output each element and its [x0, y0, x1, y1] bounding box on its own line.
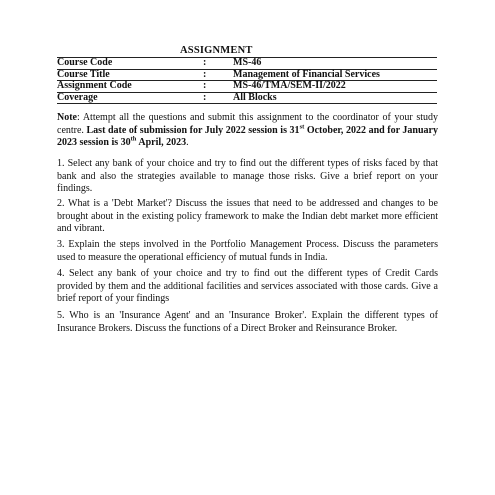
question-3: 3. Explain the steps involved in the Portfolio Management Process. Discuss the parameters used to measure the operational efficiency of mutual funds in India.: [57, 239, 438, 263]
info-row-course-code: [57, 58, 437, 70]
deadline-text: October, 2022 and for January 2023 session is 30: [57, 124, 438, 149]
info-row-coverage: [57, 92, 437, 104]
info-value: All Blocks: [233, 92, 437, 104]
info-colon: :: [203, 58, 233, 70]
info-colon: :: [203, 69, 233, 81]
question-5: 5. Who is an 'Insurance Agent' and an 'Insurance Broker'. Explain the different types of Insurance Brokers. Discuss the functions of a Direct Broker and Reinsurance Broker.: [57, 310, 438, 334]
info-label: Course Title: [57, 69, 203, 81]
info-label: Assignment Code: [57, 81, 203, 93]
course-info-table: [57, 57, 437, 104]
question-2: 2. What is a 'Debt Market'? Discuss the issues that need to be addressed and changes to be brought about in the existing policy framework to make the Indian debt market more efficient and vibrant.: [57, 198, 438, 235]
deadline-text: April, 2023: [136, 137, 187, 149]
assignment-heading: ASSIGNMENT: [180, 45, 253, 56]
info-value: Management of Financial Services: [233, 69, 437, 81]
info-colon: :: [203, 81, 233, 93]
note-text: : Attempt all the questions and submit this assignment to the coordinator of your study centre.: [57, 112, 438, 136]
question-4: 4. Select any bank of your choice and try to find out the different types of Credit Cards provided by them and the additional facilities and services associated with those cards. Give a brief report of your findings: [57, 268, 438, 305]
question-1: 1. Select any bank of your choice and try to find out the different types of risks faced by that bank and also the strategies available to manage those risks. Give a brief report on your findings.: [57, 158, 438, 195]
info-row-course-title: [57, 69, 437, 81]
info-colon: :: [203, 92, 233, 104]
submission-note: [57, 112, 438, 150]
note-end: .: [186, 137, 189, 149]
info-label: Course Code: [57, 58, 203, 70]
deadline-text: Last date of submission for July 2022 session is 31: [86, 124, 300, 136]
note-label: Note: [57, 112, 77, 123]
deadline-ordinal: th: [130, 135, 137, 143]
info-row-assignment-code: [57, 81, 437, 93]
info-label: Coverage: [57, 92, 203, 104]
info-value: MS-46: [233, 58, 437, 70]
deadline-ordinal: st: [299, 123, 305, 131]
info-value: MS-46/TMA/SEM-II/2022: [233, 81, 437, 93]
